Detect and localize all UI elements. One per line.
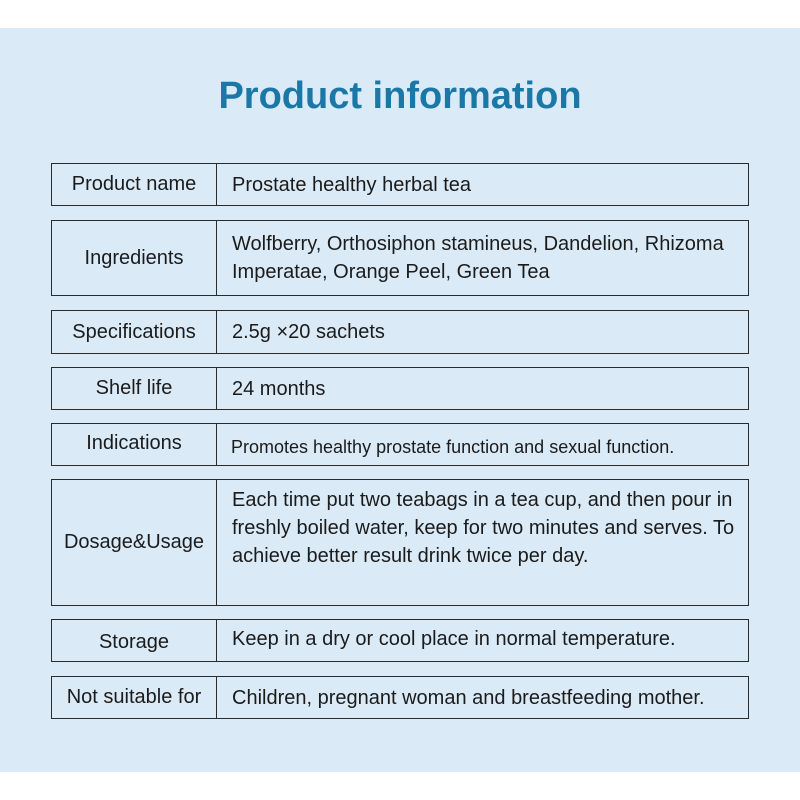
shelf-life-label: Shelf life xyxy=(52,368,217,409)
specifications-label: Specifications xyxy=(52,311,217,353)
page-title: Product information xyxy=(218,75,582,117)
row-shelf-life xyxy=(51,367,749,410)
storage-label: Storage xyxy=(52,620,217,661)
product-name-value: Prostate healthy herbal tea xyxy=(232,174,472,196)
specifications-value: 2.5g ×20 sachets xyxy=(232,321,385,343)
ingredients-value: Wolfberry, Orthosiphon stamineus, Dandelion, Rhizoma Imperatae, Orange Peel, Green Tea xyxy=(232,233,724,283)
storage-value: Keep in a dry or cool place in normal temperature. xyxy=(232,628,676,650)
shelf-life-value: 24 months xyxy=(232,378,326,400)
row-ingredients xyxy=(51,220,749,296)
dosage-usage-value: Each time put two teabags in a tea cup, and then pour in freshly boiled water, keep for two minutes and serves. To achieve better result drink twice per day. xyxy=(232,489,735,567)
ingredients-label: Ingredients xyxy=(52,221,217,295)
row-specifications xyxy=(51,310,749,354)
row-indications xyxy=(51,423,749,466)
row-not-suitable-for xyxy=(51,676,749,719)
row-storage xyxy=(51,619,749,662)
product-name-label: Product name xyxy=(52,164,217,205)
not-suitable-for-label: Not suitable for xyxy=(52,677,217,718)
not-suitable-for-value: Children, pregnant woman and breastfeeding mother. xyxy=(232,687,705,709)
indications-label: Indications xyxy=(52,424,217,465)
row-dosage-usage xyxy=(51,479,749,606)
row-product-name xyxy=(51,163,749,206)
indications-value: Promotes healthy prostate function and sexual function. xyxy=(231,437,675,457)
dosage-usage-label: Dosage&Usage xyxy=(52,480,217,605)
